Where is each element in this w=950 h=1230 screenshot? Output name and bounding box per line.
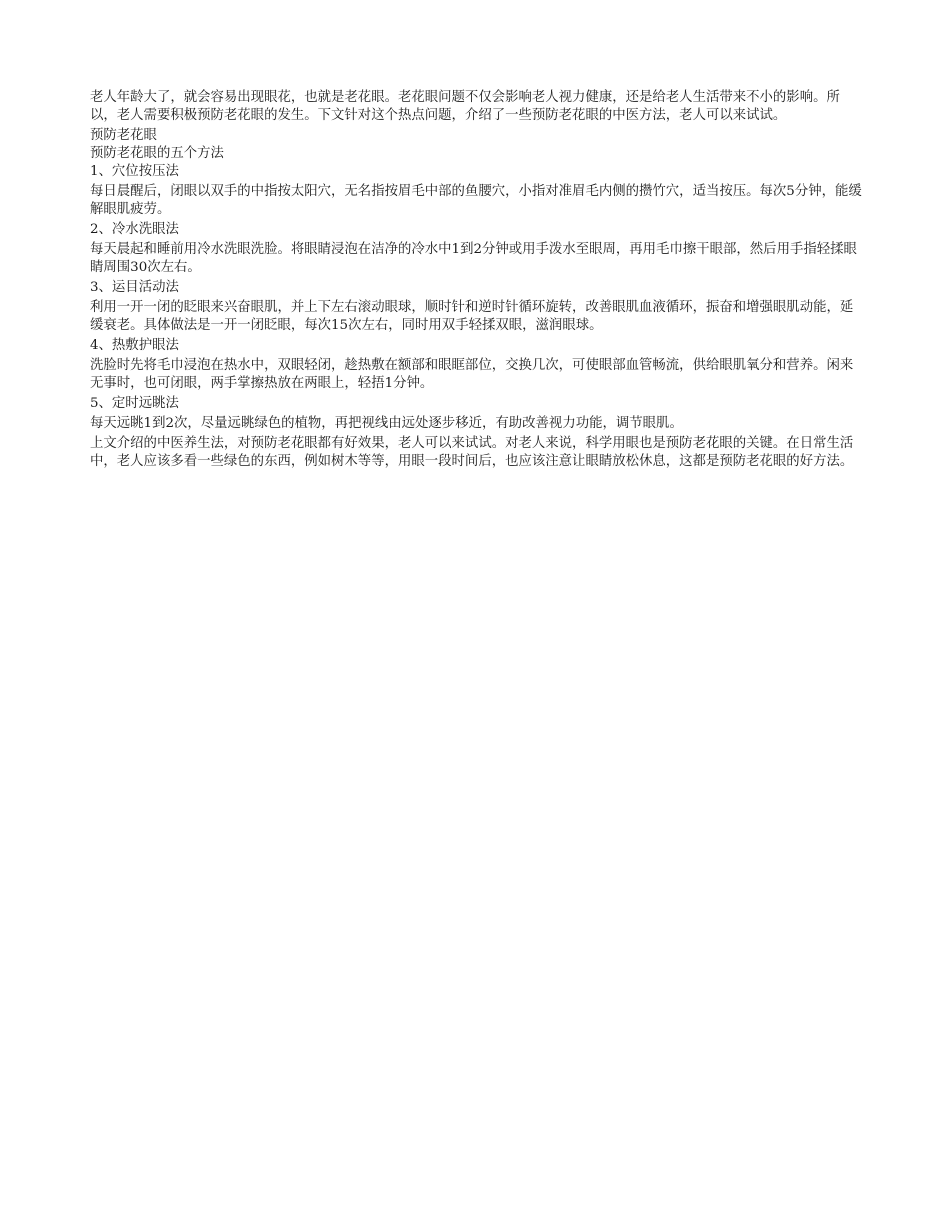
method-1-title: 1、穴位按压法 bbox=[90, 164, 179, 179]
method-5-text: 每天远眺1到2次，尽量远眺绿色的植物，再把视线由远处逐步移近，有助改善视力功能，调节眼肌。 bbox=[90, 416, 683, 431]
article-body bbox=[90, 89, 862, 471]
method-2-title: 2、冷水洗眼法 bbox=[90, 222, 179, 237]
method-2-text: 每天晨起和睡前用冷水洗眼洗脸。将眼睛浸泡在洁净的冷水中1到2分钟或用手泼水至眼周，再用毛巾擦干眼部，然后用手指轻揉眼睛周围30次左右。 bbox=[90, 242, 857, 275]
section-heading: 预防老花眼的五个方法 bbox=[90, 146, 224, 161]
article-heading: 预防老花眼 bbox=[90, 128, 157, 143]
method-4-text: 洗脸时先将毛巾浸泡在热水中，双眼轻闭，趁热敷在额部和眼眶部位，交换几次，可使眼部血管畅流，供给眼肌氧分和营养。闲来无事时，也可闭眼，两手掌擦热放在两眼上，轻捂1分钟。 bbox=[90, 358, 854, 391]
method-3-title: 3、运目活动法 bbox=[90, 280, 179, 295]
method-1-text: 每日晨醒后，闭眼以双手的中指按太阳穴，无名指按眉毛中部的鱼腰穴，小指对准眉毛内侧的攒竹穴，适当按压。每次5分钟，能缓解眼肌疲劳。 bbox=[90, 184, 862, 217]
method-5-title: 5、定时远眺法 bbox=[90, 396, 179, 411]
intro-paragraph: 老人年龄大了，就会容易出现眼花，也就是老花眼。老花眼问题不仅会影响老人视力健康，还是给老人生活带来不小的影响。所以，老人需要积极预防老花眼的发生。下文针对这个热点问题，介绍了一些预防老花眼的中医方法，老人可以来试试。 bbox=[90, 90, 840, 123]
method-3-text: 利用一开一闭的眨眼来兴奋眼肌，并上下左右滚动眼球，顺时针和逆时针循环旋转，改善眼肌血液循环，振奋和增强眼肌动能，延缓衰老。具体做法是一开一闭眨眼，每次15次左右，同时用双手轻揉双眼，滋润眼球。 bbox=[90, 300, 854, 333]
conclusion-paragraph: 上文介绍的中医养生法，对预防老花眼都有好效果，老人可以来试试。对老人来说，科学用眼也是预防老花眼的关键。在日常生活中，老人应该多看一些绿色的东西，例如树木等等，用眼一段时间后，也应该注意让眼睛放松休息，这都是预防老花眼的好方法。 bbox=[90, 436, 854, 469]
method-4-title: 4、热敷护眼法 bbox=[90, 338, 179, 353]
